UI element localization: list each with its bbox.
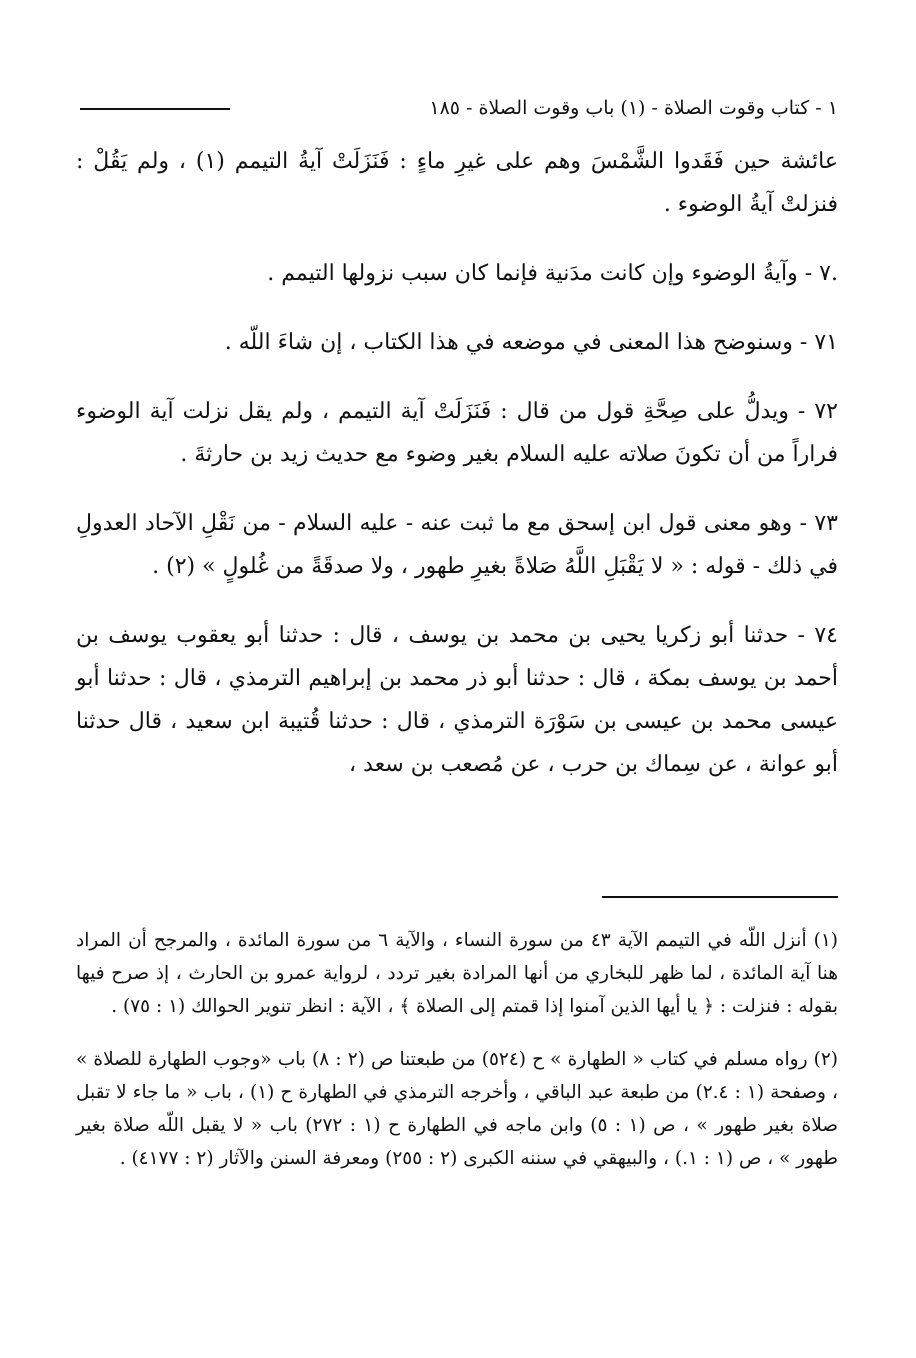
running-header-title: ١ - كتاب وقوت الصلاة - (١) باب وقوت الصلاة - ١٨٥ bbox=[429, 97, 838, 119]
paragraph-continuation: عائشة حين فَقَدوا الشَّمْسَ وهم على غيرِ ماءٍ : فَنَزَلَتْ آيةُ التيمم (١) ، ولم يَقُلْ : فنزلتْ آيةُ الوضوء . bbox=[76, 149, 838, 217]
header-rule bbox=[80, 108, 230, 110]
running-header bbox=[80, 88, 838, 128]
footnotes bbox=[76, 924, 838, 1195]
main-text bbox=[76, 140, 838, 812]
footnote-1: (١) أنزل اللّه في التيمم الآية ٤٣ من سورة النساء ، والآية ٦ من سورة المائدة ، والمرجح أن المراد هنا آية المائدة ، لما ظهر للبخاري من أنها المرادة بغير تردد ، لرواية عمرو بن الحارث ، إذ صرح فيها بقوله : فنزلت : ﴿ يا أيها الذين آمنوا إذا قمتم إلى الصلاة ﴾ ، الآية : انظر تنوير الحوالك (١ : ٧٥) . bbox=[76, 930, 838, 1017]
footnote-2: (٢) رواه مسلم في كتاب « الطهارة » ح (٥٢٤) من طبعتنا ص (٢ : ٨) باب «وجوب الطهارة للصلاة » ، وصفحة (١ : ٢.٤) من طبعة عبد الباقي ، وأخرجه الترمذي في الطهارة ح (١) ، باب « ما جاء لا تقبل صلاة بغير طهور » ، ص (١ : ٥) وابن ماجه في الطهارة ح (١ : ٢٧٢) باب « لا يقبل اللّه صلاة بغير طهور » ، ص (١ : ١.) ، والبيهقي في سننه الكبرى (٢ : ٢٥٥) ومعرفة السنن والآثار (٢ : ٤١٧٧) . bbox=[76, 1049, 839, 1169]
paragraph-70: .٧ - وآيةُ الوضوء وإن كانت مدَنية فإنما كان سبب نزولها التيمم . bbox=[267, 261, 838, 286]
paragraph-71: ٧١ - وسنوضح هذا المعنى في موضعه في هذا الكتاب ، إن شاءَ اللّه . bbox=[224, 330, 838, 355]
paragraph-74: ٧٤ - حدثنا أبو زكريا يحيى بن محمد بن يوسف ، قال : حدثنا أبو يعقوب يوسف بن أحمد بن يوسف بمكة ، قال : حدثنا أبو ذر محمد بن إبراهيم الترمذي ، قال : حدثنا أبو عيسى محمد بن عيسى بن سَوْرَة الترمذي ، قال : حدثنا قُتيبة ابن سعيد ، قال حدثنا أبو عوانة ، عن سِماك بن حرب ، عن مُصعب بن سعد ، bbox=[76, 623, 838, 777]
footnote-separator bbox=[602, 896, 838, 898]
paragraph-73: ٧٣ - وهو معنى قول ابن إسحق مع ما ثبت عنه - عليه السلام - من نَقْلِ الآحاد العدولِ في ذلك - قوله : « لا يَقْبَلِ اللَّهُ صَلاةً بغيرِ طهور ، ولا صدقَةً من غُلولٍ » (٢) . bbox=[76, 511, 838, 579]
paragraph-72: ٧٢ - ويدلُّ على صِحَّةِ قول من قال : فَنَزَلَتْ آية التيمم ، ولم يقل نزلت آية الوضوء فراراً من أن تكونَ صلاته عليه السلام بغير وضوء مع حديث زيد بن حارثةَ . bbox=[76, 399, 838, 467]
